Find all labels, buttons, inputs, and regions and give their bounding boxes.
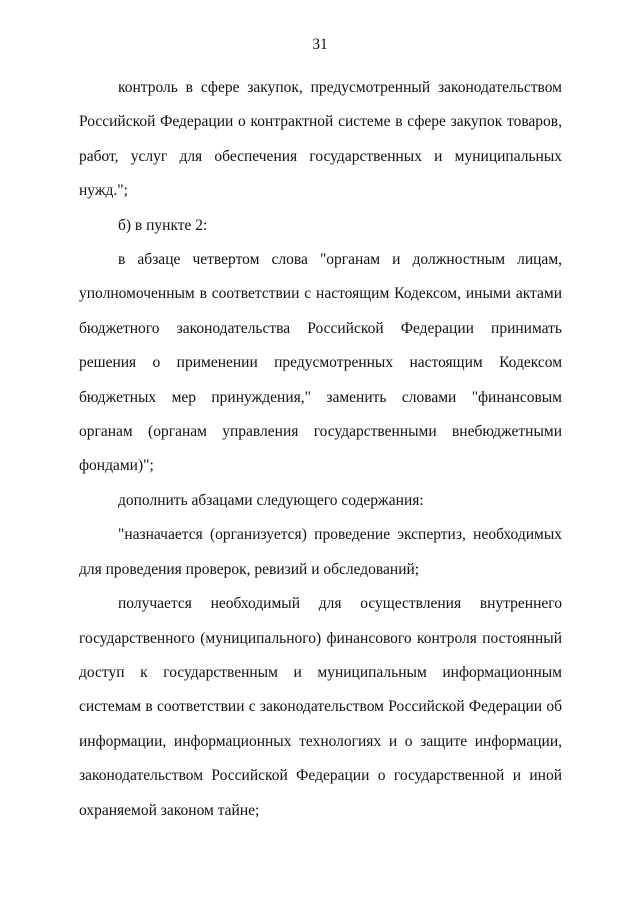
paragraph-5: "назначается (организуется) проведение экспертиз, необходимых для проведения проверок, ревизий и обследований; [79, 526, 562, 578]
paragraph-3: в абзаце четвертом слова "органам и должностным лицам, уполномоченным в соответствии с настоящим Кодексом, иными актами бюджетного законодательства Российской Федерации принимать решения о применении предусмотренных настоящим Кодексом бюджетных мер принуждения," заменить словами "финансовым органам (органам управления государственными внебюджетными фондами)"; [79, 251, 562, 475]
page-number: 31 [312, 36, 328, 53]
paragraph-2: б) в пункте 2: [118, 216, 208, 234]
paragraph-1: контроль в сфере закупок, предусмотренный законодательством Российской Федерации о контрактной системе в сфере закупок товаров, работ, услуг для обеспечения государственных и муниципальных нужд."; [79, 79, 562, 200]
paragraph-6: получается необходимый для осуществления внутреннего государственного (муниципального) финансового контроля постоянный доступ к государственным и муниципальным информационным системам в соответствии с законодательством Российской Федерации об информации, информационных технологиях и о защите информации, законодательством Российской Федерации о государственной и иной охраняемой законом тайне; [79, 595, 562, 819]
paragraph-4: дополнить абзацами следующего содержания: [118, 491, 424, 509]
document-body [79, 71, 562, 828]
